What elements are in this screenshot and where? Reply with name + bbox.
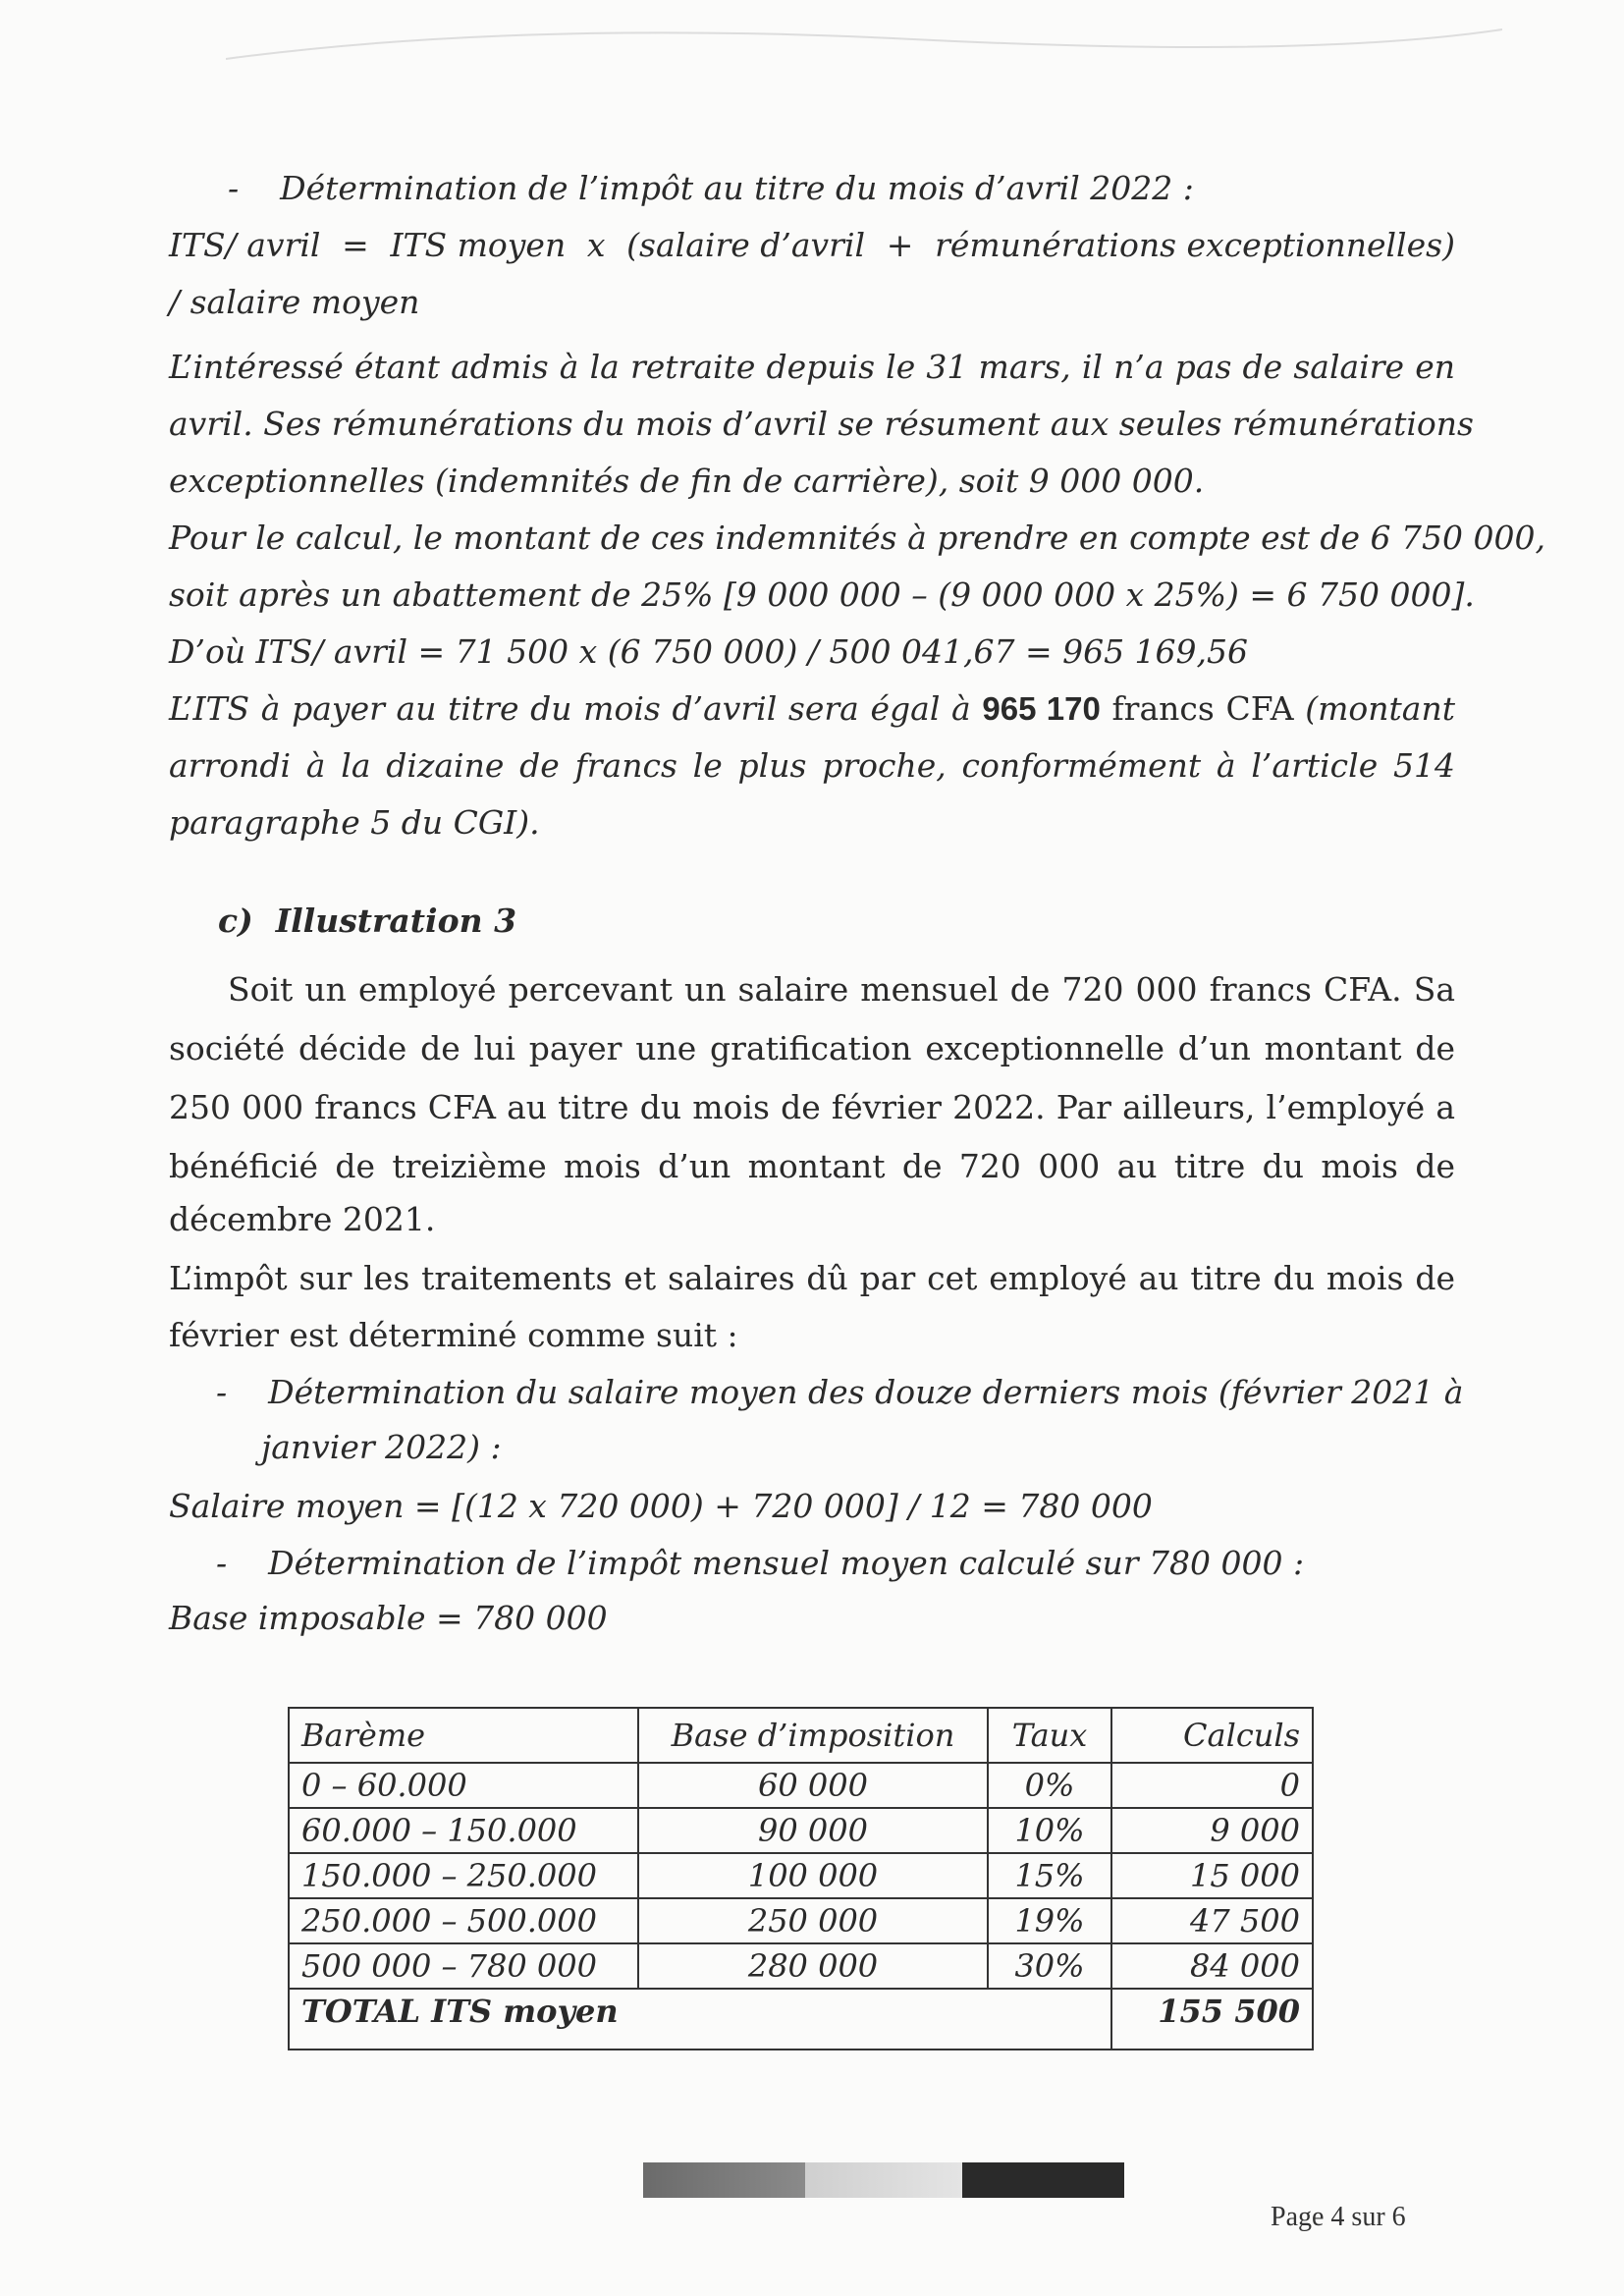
header-calculs: Calculs [1111, 1708, 1313, 1763]
result-amount: 965 170 [982, 690, 1101, 727]
paragraph-line: arrondi à la dizaine de francs le plus proche, conformément à l’article 514 [169, 746, 1455, 785]
footer-bar-segment [805, 2162, 962, 2198]
paragraph-line: société décide de lui payer une gratification exceptionnelle d’un montant de [169, 1029, 1455, 1067]
table-row: 150.000 – 250.000 100 000 15% 15 000 [289, 1853, 1313, 1898]
bullet-salaire-moyen: - Détermination du salaire moyen des douze derniers mois (février 2021 à [216, 1373, 1464, 1411]
paragraph-line: février est déterminé comme suit : [169, 1316, 738, 1354]
bareme-table [288, 1707, 1314, 2050]
total-value: 155 500 [1111, 1989, 1313, 2050]
paragraph-line: avril. Ses rémunérations du mois d’avril se résument aux seules rémunérations [169, 405, 1474, 443]
header-base: Base d’imposition [638, 1708, 988, 1763]
heading-text: Détermination de l’impôt au titre du mois d’avril 2022 : [280, 169, 1194, 207]
page-number: Page 4 sur 6 [1271, 2202, 1406, 2232]
base-imposable-line: Base imposable = 780 000 [169, 1599, 608, 1637]
formula-line: ITS/ avril = ITS moyen x (salaire d’avril + rémunérations exceptionnelles) [169, 226, 1455, 264]
paragraph-line: Pour le calcul, le montant de ces indemnités à prendre en compte est de 6 750 000, [169, 519, 1545, 557]
paragraph-line: soit après un abattement de 25% [9 000 000 – (9 000 000 x 25%) = 6 750 000]. [169, 575, 1475, 614]
bullet-heading-avril [228, 167, 1514, 210]
table-total-row [289, 1989, 1313, 2050]
header-taux: Taux [988, 1708, 1111, 1763]
bullet-impot-moyen: - Détermination de l’impôt mensuel moyen calculé sur 780 000 : [216, 1544, 1305, 1582]
calc-line: D’où ITS/ avril = 71 500 x (6 750 000) / 500 041,67 = 965 169,56 [169, 632, 1249, 671]
paragraph-line: exceptionnelles (indemnités de fin de carrière), soit 9 000 000. [169, 462, 1205, 500]
bullet-dash: - [228, 169, 240, 207]
table-row: 500 000 – 780 000 280 000 30% 84 000 [289, 1943, 1313, 1989]
table-row: 0 – 60.000 60 000 0% 0 [289, 1763, 1313, 1808]
scan-smudge [226, 0, 1502, 69]
paragraph-line: L’intéressé étant admis à la retraite depuis le 31 mars, il n’a pas de salaire en [169, 348, 1455, 386]
total-label: TOTAL ITS moyen [289, 1989, 1111, 2050]
paragraph-line: Soit un employé percevant un salaire mensuel de 720 000 francs CFA. Sa [228, 970, 1455, 1009]
bullet-continuation: janvier 2022) : [261, 1428, 502, 1466]
footer-bar-segment [643, 2162, 805, 2198]
table-row: 250.000 – 500.000 250 000 19% 47 500 [289, 1898, 1313, 1943]
section-title: c) Illustration 3 [218, 902, 517, 940]
paragraph-line: L’impôt sur les traitements et salaires dû par cet employé au titre du mois de [169, 1259, 1455, 1297]
footer-bar-segment [962, 2162, 1124, 2198]
result-line: L’ITS à payer au titre du mois d’avril sera égal à 965 170 francs CFA (montant [169, 689, 1455, 728]
table-header-row [289, 1708, 1313, 1763]
paragraph-line: bénéficié de treizième mois d’un montant de 720 000 au titre du mois de [169, 1147, 1455, 1185]
paragraph-line: décembre 2021. [169, 1200, 436, 1238]
salaire-moyen-line: Salaire moyen = [(12 x 720 000) + 720 000] / 12 = 780 000 [169, 1487, 1153, 1525]
header-bareme: Barème [289, 1708, 638, 1763]
formula-line-2: / salaire moyen [169, 283, 420, 321]
paragraph-line: paragraphe 5 du CGI). [169, 803, 540, 842]
paragraph-line: 250 000 francs CFA au titre du mois de février 2022. Par ailleurs, l’employé a [169, 1088, 1455, 1126]
table-row: 60.000 – 150.000 90 000 10% 9 000 [289, 1808, 1313, 1853]
